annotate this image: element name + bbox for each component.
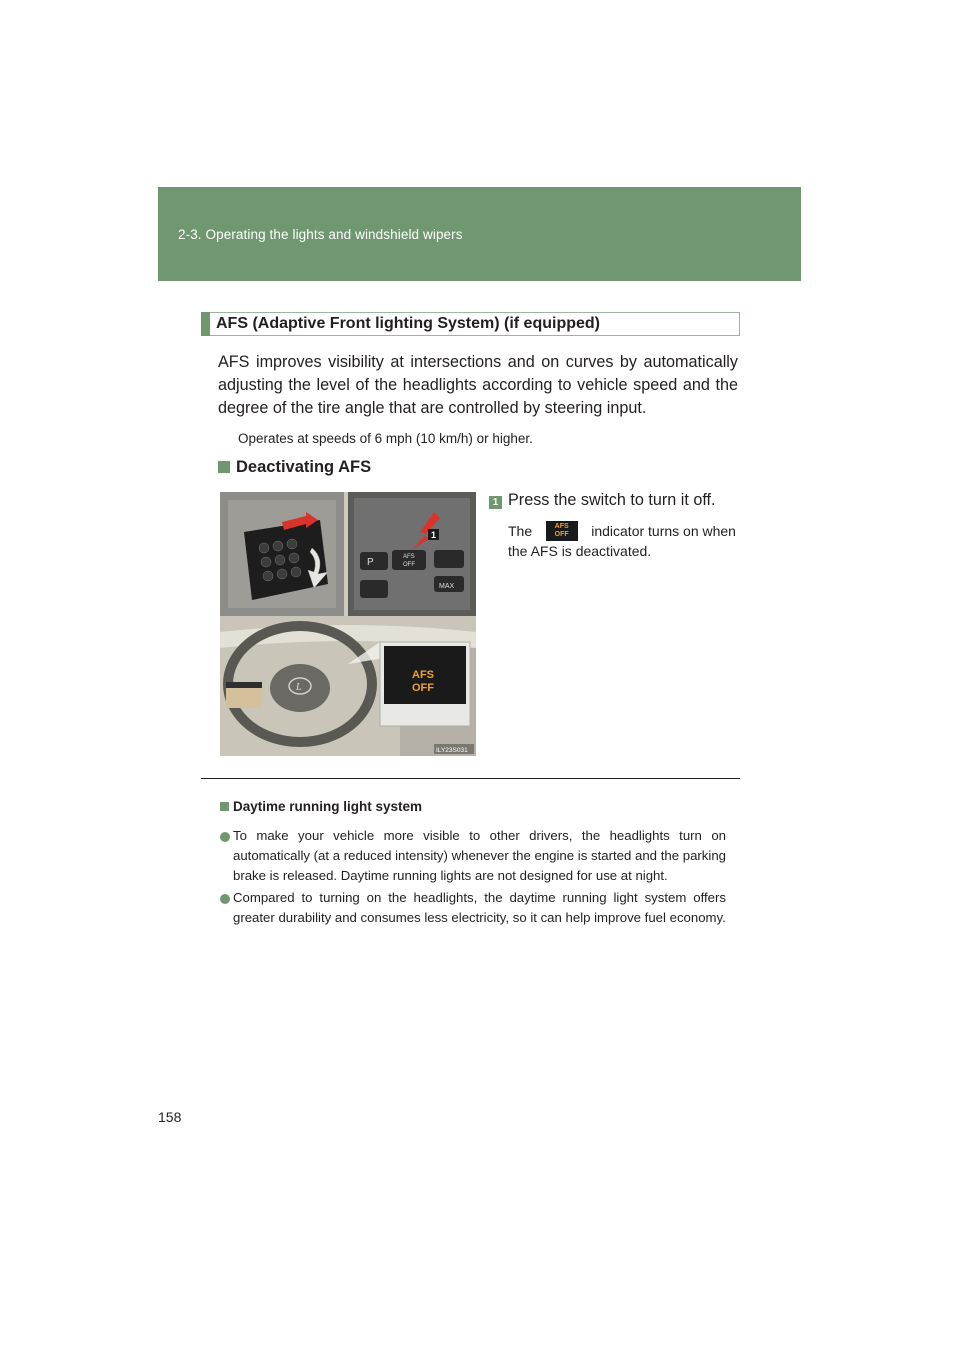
- section-title: AFS (Adaptive Front lighting System) (if equipped): [216, 315, 600, 332]
- afs-switch-label-1: AFS: [403, 554, 415, 560]
- info-bullet: [220, 888, 726, 928]
- figure-code: ILY23S031: [436, 747, 468, 754]
- step-number-badge: 1: [489, 496, 502, 509]
- step-desc-mid: indicator turns on when: [591, 523, 736, 539]
- subsection-title: Deactivating AFS: [236, 458, 372, 476]
- callout-number: 1: [431, 530, 437, 540]
- section-title-box: [201, 312, 740, 336]
- page-number: 158: [158, 1109, 182, 1125]
- step-desc-pre: The: [508, 523, 533, 539]
- square-bullet-icon: [218, 461, 230, 473]
- afs-off-indicator-icon: [546, 521, 578, 541]
- indicator-icon-line-2: OFF: [554, 531, 569, 538]
- section-title-accent-bar: [201, 312, 210, 336]
- step-description: [508, 521, 736, 561]
- info-heading: [220, 799, 422, 814]
- info-bullet: [220, 826, 726, 886]
- bullet-dot-icon: [220, 832, 230, 842]
- intro-paragraph: AFS improves visibility at intersections and on curves by automatically adjusting the level of the headlights according to vehicle speed and the degree of the tire angle that are controlled by steering input.: [218, 353, 738, 417]
- afs-switch-label-2: OFF: [403, 562, 415, 568]
- info-bullet-text: Compared to turning on the headlights, the daytime running light system offers greater durability and consumes less electricity, so it can help improve fuel economy.: [233, 890, 726, 925]
- header-band: [158, 187, 801, 281]
- info-square-icon: [220, 802, 229, 811]
- indicator-icon-line-1: AFS: [554, 523, 569, 530]
- section-breadcrumb: 2-3. Operating the lights and windshield wipers: [178, 227, 463, 242]
- info-heading-text: Daytime running light system: [233, 799, 423, 814]
- emblem-letter: L: [296, 682, 302, 693]
- subsection-heading: [218, 458, 371, 477]
- section-divider: [201, 778, 740, 779]
- dashboard-illustration: [220, 492, 476, 756]
- indicator-line-1: AFS: [412, 669, 434, 681]
- button-p-label: P: [367, 557, 374, 568]
- bullet-dot-icon: [220, 894, 230, 904]
- step-instruction: Press the switch to turn it off.: [508, 491, 716, 509]
- info-bullet-text: To make your vehicle more visible to other drivers, the headlights turn on automatically (at a reduced intensity) whenever the engine is started and the parking brake is released. Daytime running lights are not designed for use at night.: [233, 828, 726, 883]
- button-max-label: MAX: [439, 583, 455, 590]
- step-desc-post: the AFS is deactivated.: [508, 543, 652, 559]
- indicator-line-2: OFF: [412, 682, 434, 694]
- speed-note: Operates at speeds of 6 mph (10 km/h) or higher.: [238, 431, 533, 446]
- dashboard-svg: [220, 492, 476, 756]
